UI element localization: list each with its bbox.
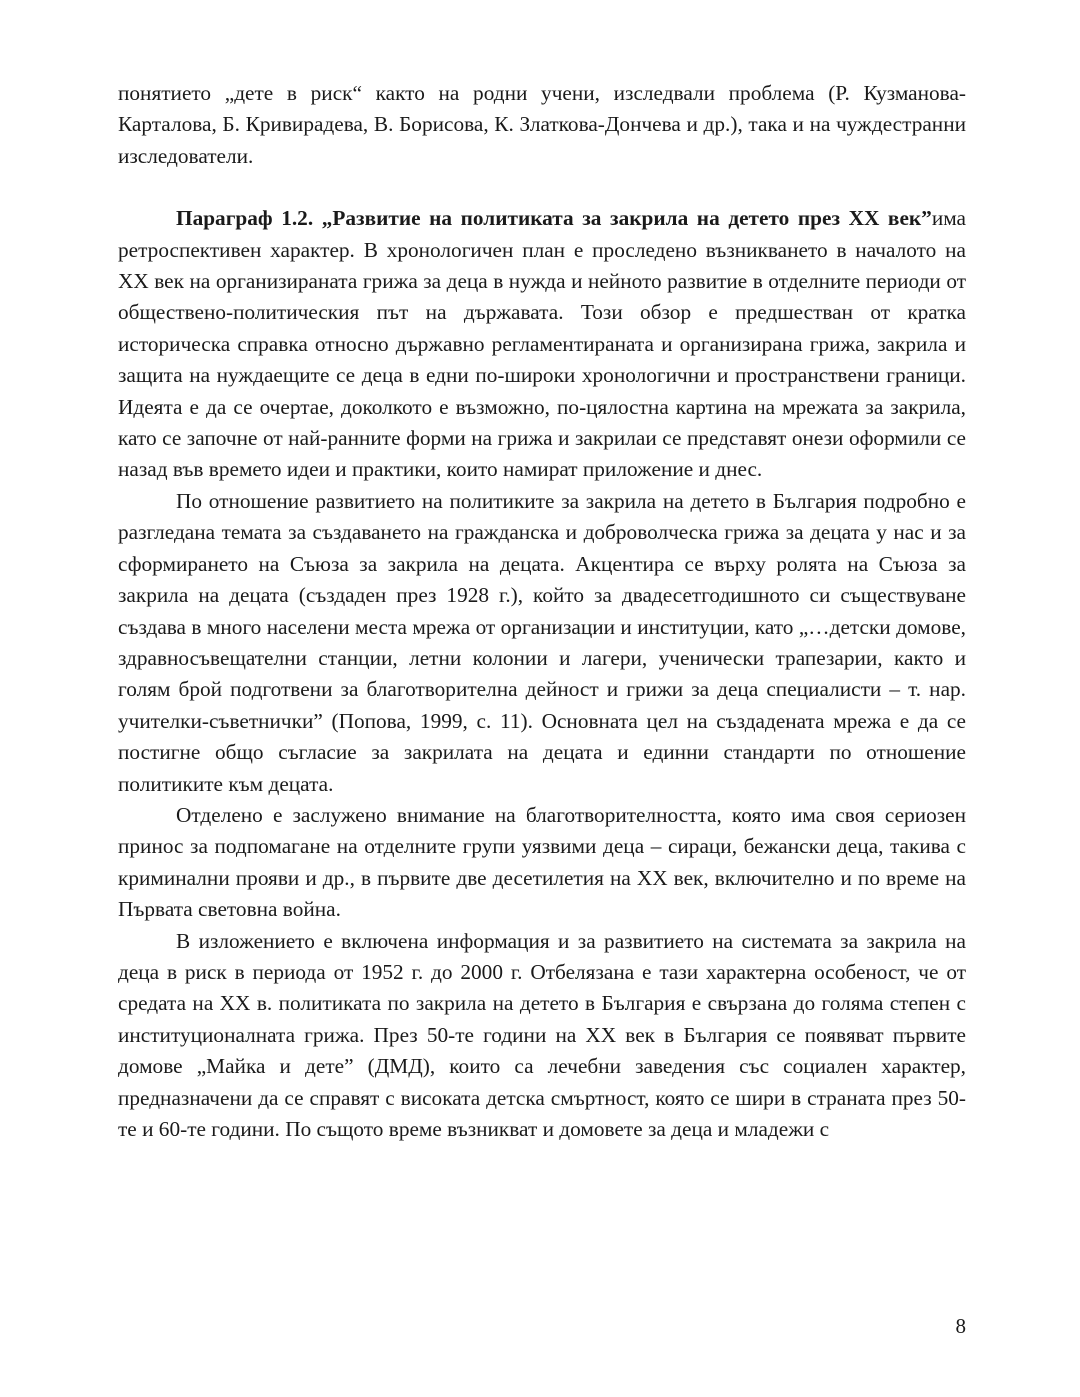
paragraph-continuation: понятието „дете в риск“ както на родни учени, изследвали проблема (Р. Кузманова-Карталова, Б. Кривирадева, В. Борисова, К. Златкова-Дончева и др.), така и на чуждестранни изследователи.: [118, 81, 966, 168]
section-heading-inline: Параграф 1.2. „Развитие на политиката за закрила на детето през ХХ век”: [176, 206, 932, 231]
page-number: 8: [955, 1314, 966, 1338]
paragraph-section-1-2: [118, 203, 966, 486]
document-page: [118, 78, 966, 1145]
section-body-text: има ретроспективен характер. В хронологичен план е проследено възникването в началото на ХХ век на организираната грижа за деца в нужда и нейното развитие в отделните периоди от обществено-политическия път на държавата. Този обзор е предшестван от кратка историческа справка относно държавно регламентираната и организирана грижа, закрила и защита на нуждаещите се деца в едни по-широки хронологични и пространствени граници. Идеята е да се очертае, доколкото е възможно, по-цялостна картина на мрежата за закрила, като се започне от най-ранните форми на грижа и закрилаи се представят онези оформили се назад във времето идеи и практики, които намират приложение и днес.: [118, 206, 966, 482]
paragraph-child-protection-policy: По отношение развитието на политиките за закрила на детето в България подробно е разгледана темата за създаването на гражданска и доброволческа грижа за децата у нас и за сформирането на Съюза за закрила на децата. Акцентира се върху ролята на Съюза за закрила на децата (създаден през 1928 г.), който за двадесетгодишното си съществуване създава в много населени места мрежа от организации и институции, като „…детски домове, здравносъвещателни станции, летни колонии и лагери, ученически трапезарии, както и голям брой подготвени за благотворителна дейност и грижи за деца специалисти – т. нар. учителки-съветнички” (Попова, 1999, с. 11). Основната цел на създадената мрежа е да се постигне общо съгласие за закрилата на децата и единни стандарти по отношение политиките към децата.: [118, 488, 966, 796]
paragraph-charity: Отделено е заслужено внимание на благотворителността, която има своя сериозен принос за подпомагане на отделните групи уязвими деца – сираци, бежански деца, такива с криминални прояви и др., в първите две десетилетия на ХХ век, включително и по време на Първата световна война.: [118, 802, 966, 922]
paragraph-risk-system: В изложението е включена информация и за развитието на системата за закрила на деца в риск в периода от 1952 г. до 2000 г. Отбелязана е тази характерна особеност, че от средата на ХХ в. политиката по закрила на детето в България е свързана до голяма степен с институционалната грижа. През 50-те години на ХХ век в България се появяват първите домове „Майка и дете” (ДМД), които са лечебни заведения със социален характер, предназначени да се справят с високата детска смъртност, която се шири в страната през 50-те и 60-те години. По същото време възникват и домовете за деца и младежи с: [118, 928, 966, 1141]
